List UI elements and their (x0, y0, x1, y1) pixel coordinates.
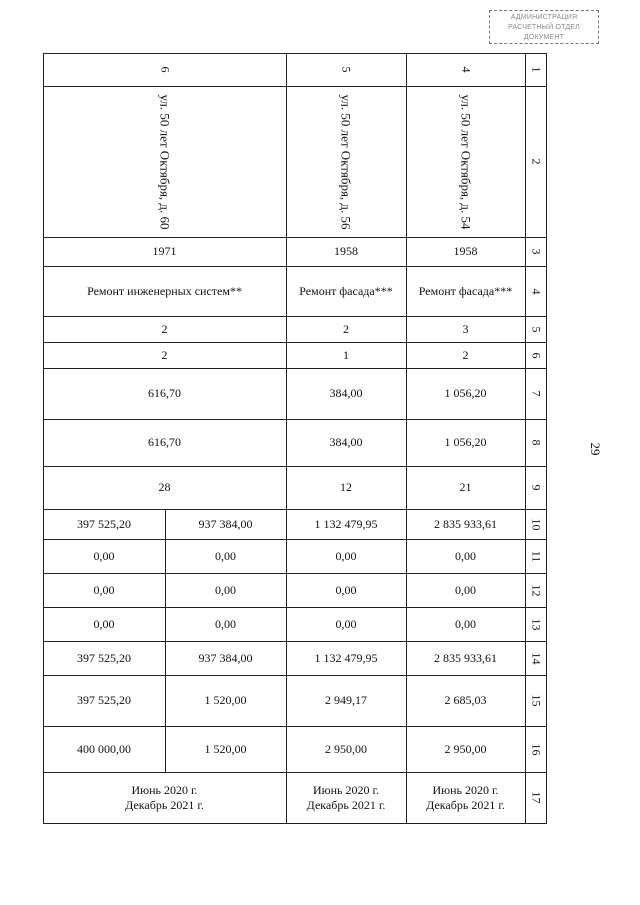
table-cell: 0,00 (93, 616, 115, 631)
address-cell: ул. 50 лет Октября, д. 54 (458, 93, 474, 230)
table-cell: 397 525,20 (77, 693, 131, 707)
table-cell: 1 520,00 (204, 741, 247, 756)
row-number: 17 (529, 791, 543, 804)
row-number: 8 (529, 439, 543, 446)
table-cell: 397 525,20 (77, 650, 131, 665)
table-cell: 21 (459, 480, 472, 494)
row-number: 16 (529, 743, 543, 755)
address-cell: ул. 50 лет Октября, д. 56 (339, 93, 354, 230)
table-cell: 1 132 479,95 (314, 650, 378, 665)
row-number: 5 (529, 326, 543, 332)
year-cell: 1971 (152, 244, 177, 258)
table-cell: 1 132 479,95 (314, 516, 378, 531)
table-cell: 937 384,00 (198, 516, 253, 531)
table-cell: 400 000,00 (77, 741, 131, 756)
row-number: 9 (529, 484, 543, 491)
table-cell: 3 (462, 321, 469, 336)
table-cell: 384,00 (329, 386, 363, 400)
table-cell: 0,00 (455, 548, 476, 563)
table-cell: 0,00 (215, 582, 236, 597)
table-cell: 0,00 (455, 616, 476, 631)
date-start: Июнь 2020 г. (312, 782, 380, 797)
table-cell: 1 (343, 347, 349, 362)
table-cell: 2 (161, 347, 168, 362)
column-number: 6 (158, 66, 172, 73)
table-cell: 2 950,00 (444, 741, 487, 756)
table-cell: 616,70 (148, 435, 181, 449)
table-cell: 1 056,20 (444, 435, 487, 449)
table-cell: 0,00 (455, 582, 476, 597)
row-number: 12 (529, 584, 543, 596)
table-cell: 0,00 (335, 548, 357, 563)
row-number: 10 (529, 518, 543, 530)
page-number: 29 (588, 442, 603, 456)
work-type-cell: Ремонт фасада*** (418, 283, 513, 298)
date-end: Декабрь 2021 г. (426, 797, 505, 812)
table-cell: 2 835 933,61 (434, 650, 497, 665)
table-cell: 2 (161, 321, 168, 336)
table-cell: 0,00 (93, 582, 115, 597)
table-cell: 12 (340, 480, 352, 494)
table-cell: 2 949,17 (325, 693, 367, 707)
work-type-cell: Ремонт фасада*** (299, 283, 393, 298)
table-cell: 1 520,00 (204, 693, 247, 707)
row-number: 2 (529, 158, 543, 165)
row-number: 3 (529, 248, 543, 255)
table-cell: 0,00 (335, 582, 357, 597)
table-cell: 28 (158, 480, 171, 494)
row-number: 15 (529, 694, 543, 707)
row-number: 6 (529, 352, 543, 358)
stamp-line: РАСЧЕТНЫЙ ОТДЕЛ (508, 24, 580, 31)
date-range-cell (286, 772, 406, 823)
table-cell: 2 (462, 347, 469, 362)
table-cell: 384,00 (329, 435, 363, 449)
work-type-cell: Ремонт инженерных систем** (87, 283, 242, 298)
date-end: Декабрь 2021 г. (125, 797, 204, 812)
date-range-cell (43, 772, 286, 823)
address-cell: ул. 50 лет Октября, д. 60 (157, 93, 173, 230)
table-cell: 1 056,20 (444, 386, 487, 400)
column-number: 4 (459, 66, 473, 73)
column-number: 5 (339, 66, 354, 73)
table-cell: 2 835 933,61 (434, 516, 497, 531)
year-cell: 1958 (334, 244, 358, 258)
date-range-cell (406, 772, 525, 823)
row-number: 11 (529, 550, 543, 562)
table-cell: 0,00 (215, 616, 236, 631)
table-cell: 0,00 (335, 616, 357, 631)
table-cell: 937 384,00 (198, 650, 253, 665)
stamp-line: АДМИНИСТРАЦИЯ (510, 14, 578, 21)
data-table (43, 53, 547, 824)
row-number: 14 (529, 652, 543, 664)
table-cell: 2 685,03 (444, 693, 487, 707)
table-cell: 2 (343, 321, 349, 336)
date-start: Июнь 2020 г. (432, 782, 499, 797)
stamp-line: ДОКУМЕНТ (523, 34, 565, 41)
year-cell: 1958 (453, 244, 478, 258)
date-end: Декабрь 2021 г. (306, 797, 386, 812)
row-number: 13 (529, 618, 543, 630)
row-number: 4 (529, 288, 543, 294)
table-cell: 0,00 (93, 548, 115, 563)
row-number: 7 (529, 390, 543, 397)
row-number: 1 (529, 66, 543, 73)
date-start: Июнь 2020 г. (131, 782, 198, 797)
table-cell: 2 950,00 (325, 741, 367, 756)
table-cell: 0,00 (215, 548, 236, 563)
table-cell: 616,70 (148, 386, 181, 400)
official-stamp (489, 10, 599, 44)
table-cell: 397 525,20 (77, 516, 131, 531)
